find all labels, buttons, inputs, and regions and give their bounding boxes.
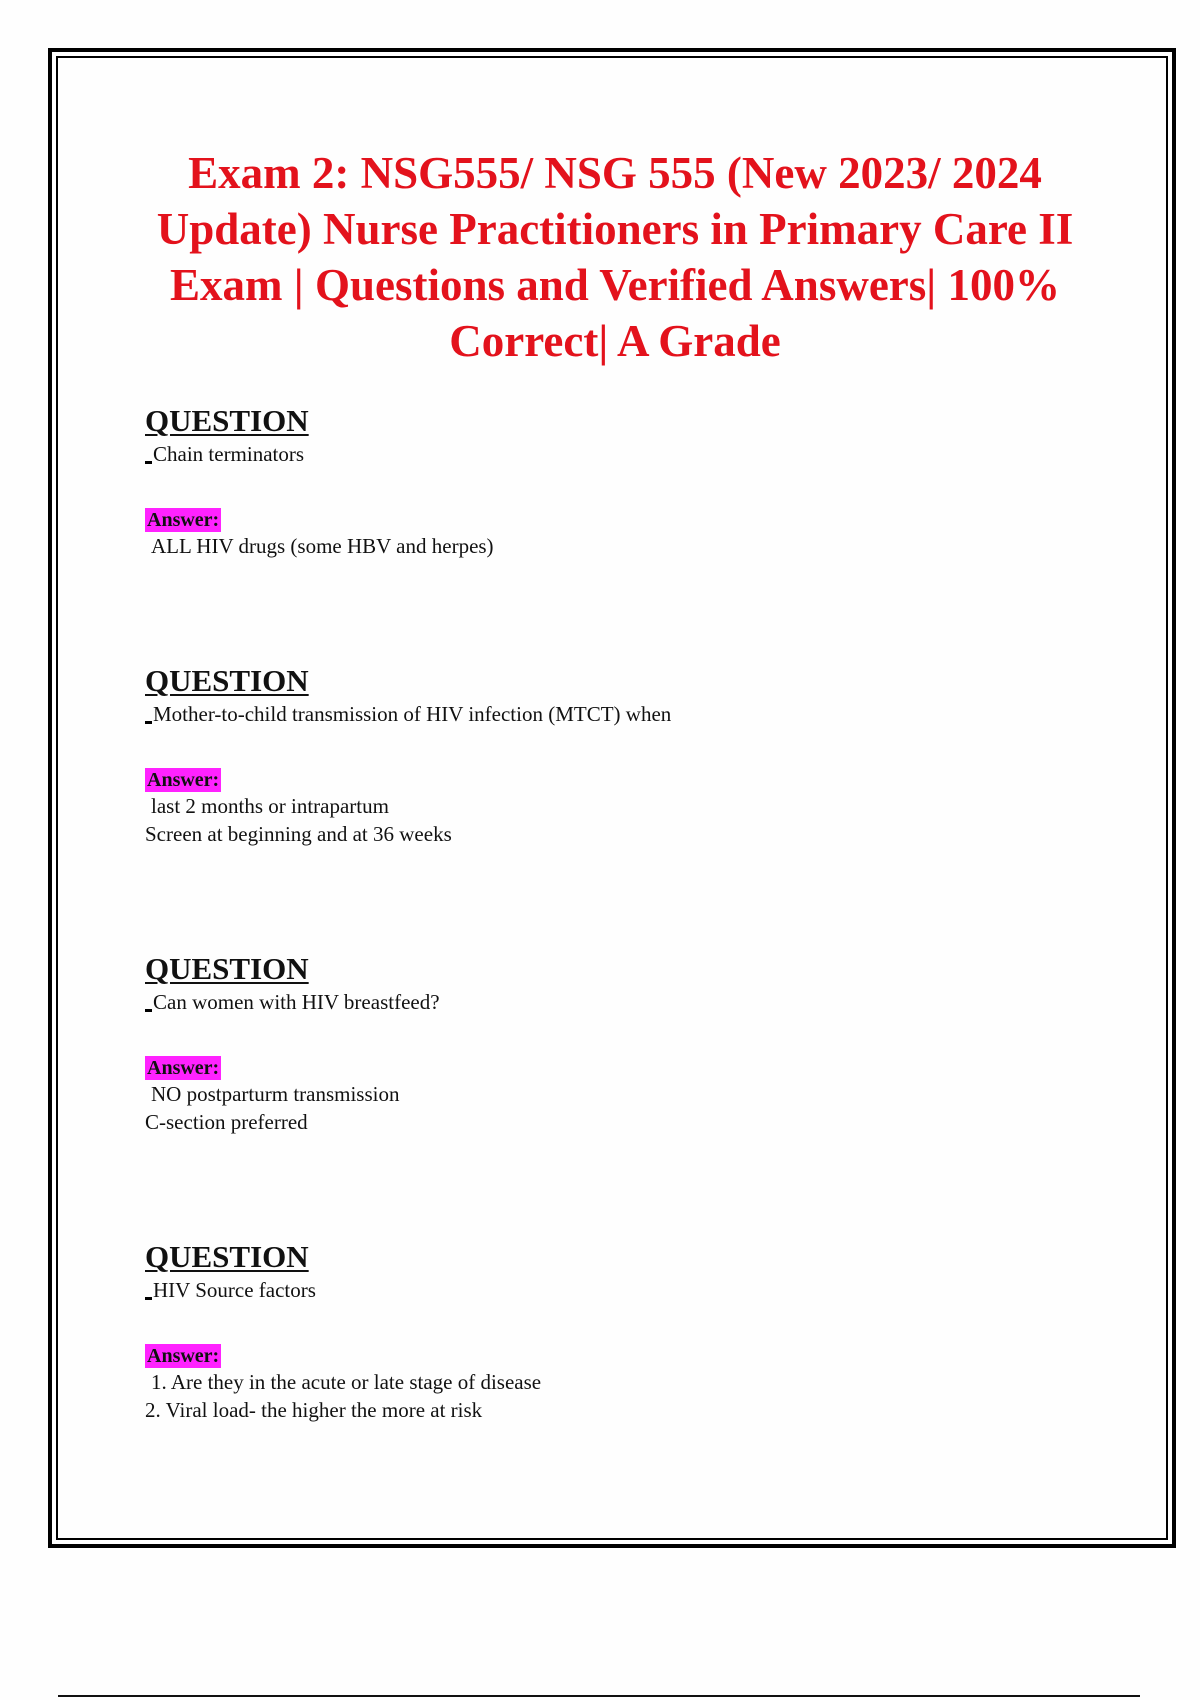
question-heading: QUESTION [145, 663, 309, 698]
answer-label: Answer: [147, 509, 220, 531]
answer-label: Answer: [147, 769, 220, 791]
dash-marker [145, 1009, 152, 1012]
answer-text: C-section preferred [145, 1110, 308, 1134]
answer-text: NO postparturm transmission [151, 1082, 400, 1106]
answer-text: 1. Are they in the acute or late stage of disease [151, 1370, 542, 1394]
question-text: Mother-to-child transmission of HIV infection (MTCT) when [145, 700, 1045, 728]
dash-marker [145, 721, 152, 724]
answer-text: 2. Viral load- the higher the more at risk [145, 1398, 483, 1422]
answer-text: last 2 months or intrapartum [151, 794, 389, 818]
question-heading: QUESTION [145, 403, 309, 438]
question-text: Chain terminators [145, 440, 1045, 468]
dash-marker [145, 461, 152, 464]
bottom-rule [58, 1695, 1140, 1697]
question-text: HIV Source factors [145, 1276, 1045, 1304]
qa-item-1 [145, 404, 1045, 560]
answer-label: Answer: [147, 1345, 220, 1367]
document-title: Exam 2: NSG555/ NSG 555 (New 2023/ 2024 Update) Nurse Practitioners in Primary Care II Exam | Questions and Verified Answers| 100% Correct| A Grade [156, 148, 1074, 366]
answer-text: ALL HIV drugs (some HBV and herpes) [151, 534, 494, 558]
question-heading: QUESTION [145, 951, 309, 986]
answer-text: Screen at beginning and at 36 weeks [145, 822, 452, 846]
question-heading: QUESTION [145, 1239, 309, 1274]
qa-item-2 [145, 664, 1045, 848]
dash-marker [145, 1297, 152, 1300]
answer-label: Answer: [147, 1057, 220, 1079]
qa-item-4 [145, 1240, 1045, 1424]
question-text: Can women with HIV breastfeed? [145, 988, 1045, 1016]
qa-item-3 [145, 952, 1045, 1136]
